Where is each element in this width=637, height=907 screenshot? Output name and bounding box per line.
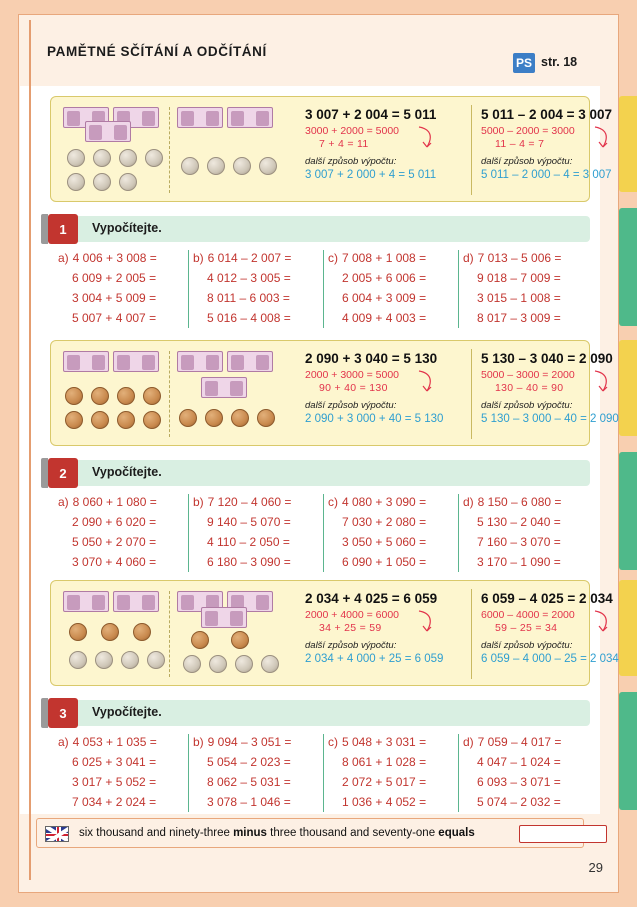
- column-divider: [458, 734, 459, 812]
- exercise-grid-3: [50, 732, 590, 816]
- english-answer-field[interactable]: [519, 825, 607, 843]
- exercise-2-column-c: [328, 492, 456, 576]
- item-tag: a): [58, 735, 69, 749]
- exercise-item[interactable]: [463, 248, 591, 268]
- item-expression: 4 012 – 3 005 =: [207, 271, 291, 285]
- exercise-item[interactable]: [328, 792, 456, 812]
- example-3-sub-alt: 6 059 – 4 000 – 25 = 2 034: [481, 653, 619, 665]
- example-1-sub-alt: 5 011 – 2 000 – 4 = 3 007: [481, 169, 612, 181]
- example-2-addition: [299, 347, 467, 441]
- brace-icon: [417, 125, 439, 151]
- money-divider: [169, 591, 170, 677]
- step-line-1: 6000 – 4000 = 2000: [481, 609, 575, 621]
- exercise-item[interactable]: [58, 792, 186, 812]
- money-divider: [169, 107, 170, 193]
- exercise-1-column-b: [193, 248, 321, 332]
- left-margin-rule: [29, 20, 31, 880]
- item-expression: 7 030 + 2 080 =: [342, 515, 427, 529]
- item-expression: 3 015 – 1 008 =: [477, 291, 561, 305]
- side-tab-green-2: [619, 452, 637, 570]
- exercise-item[interactable]: [463, 532, 591, 552]
- item-tag: b): [193, 495, 204, 509]
- exercise-item[interactable]: [58, 492, 186, 512]
- exercise-number-1: 1: [48, 214, 78, 244]
- brace-icon: [417, 609, 439, 635]
- exercise-item[interactable]: [328, 288, 456, 308]
- item-expression: 7 160 – 3 070 =: [477, 535, 561, 549]
- item-expression: 4 110 – 2 050 =: [207, 535, 290, 549]
- item-expression: 3 070 + 4 060 =: [72, 555, 157, 569]
- item-expression: 1 036 + 4 052 =: [342, 795, 427, 809]
- example-box-3: [50, 580, 619, 686]
- exercise-item[interactable]: [328, 492, 456, 512]
- exercise-item[interactable]: [328, 268, 456, 288]
- example-1-add-alt: 3 007 + 2 000 + 4 = 5 011: [305, 169, 437, 181]
- exercise-item[interactable]: [58, 268, 186, 288]
- exercise-label-1: Vypočítejte.: [92, 221, 162, 235]
- exercise-item[interactable]: [193, 248, 321, 268]
- exercise-3-column-b: [193, 732, 321, 816]
- item-expression: 7 059 – 4 017 =: [477, 735, 562, 749]
- column-divider: [458, 250, 459, 328]
- item-tag: c): [328, 251, 338, 265]
- exercise-item[interactable]: [58, 248, 186, 268]
- money-illustration-left-3: [59, 587, 167, 681]
- english-part-1: six thousand and ninety-three: [79, 827, 234, 839]
- exercise-item[interactable]: [463, 772, 591, 792]
- item-expression: 6 004 + 3 009 =: [342, 291, 427, 305]
- brace-icon: [593, 369, 615, 395]
- exercise-item[interactable]: [328, 772, 456, 792]
- item-expression: 5 054 – 2 023 =: [207, 755, 291, 769]
- example-2-sub-alt: 5 130 – 3 000 – 40 = 2 090: [481, 413, 619, 425]
- step-line-2: 130 – 40 = 90: [495, 382, 564, 394]
- exercise-item[interactable]: [193, 308, 321, 328]
- exercise-header-2: [50, 460, 590, 486]
- example-3-addition: [299, 587, 467, 681]
- money-illustration-right-2: [173, 347, 281, 441]
- example-2-sub-note: další způsob výpočtu:: [481, 400, 573, 411]
- money-illustration-right-3: [173, 587, 281, 681]
- example-1-addition: [299, 103, 467, 197]
- exercise-item[interactable]: [463, 268, 591, 288]
- column-divider: [188, 734, 189, 812]
- page-reference: str. 18: [541, 55, 578, 69]
- exercise-1-column-a: [58, 248, 186, 332]
- step-line-1: 5000 – 3000 = 2000: [481, 369, 575, 381]
- item-expression: 8 061 + 1 028 =: [342, 755, 427, 769]
- calc-divider-1: [471, 105, 472, 195]
- exercise-item[interactable]: [193, 532, 321, 552]
- english-bold-minus: minus: [233, 827, 267, 839]
- column-divider: [323, 734, 324, 812]
- exercise-item[interactable]: [463, 288, 591, 308]
- example-2-add-note: další způsob výpočtu:: [305, 400, 397, 411]
- step-line-2: 59 – 25 = 34: [495, 622, 558, 634]
- example-3-add-main: 2 034 + 4 025 = 6 059: [305, 591, 438, 606]
- example-3-sub-main: 6 059 – 4 025 = 2 034: [481, 591, 613, 606]
- item-expression: 8 011 – 6 003 =: [207, 291, 290, 305]
- exercise-item[interactable]: [463, 732, 591, 752]
- example-3-add-alt: 2 034 + 4 000 + 25 = 6 059: [305, 653, 444, 665]
- item-expression: 8 150 – 6 080 =: [477, 495, 562, 509]
- side-tab-green-3: [619, 692, 637, 810]
- example-2-subtraction: [475, 347, 637, 441]
- exercise-item[interactable]: [193, 288, 321, 308]
- item-tag: a): [58, 495, 69, 509]
- example-1-subtraction: [475, 103, 637, 197]
- exercise-item[interactable]: [58, 512, 186, 532]
- exercise-item[interactable]: [328, 552, 456, 572]
- calc-divider-3: [471, 589, 472, 679]
- item-expression: 6 025 + 3 041 =: [72, 755, 157, 769]
- item-tag: d): [463, 251, 474, 265]
- item-expression: 6 090 + 1 050 =: [342, 555, 427, 569]
- item-expression: 5 007 + 4 007 =: [72, 311, 157, 325]
- exercise-item[interactable]: [58, 532, 186, 552]
- step-line-1: 2000 + 3000 = 5000: [305, 369, 400, 381]
- exercise-item[interactable]: [193, 552, 321, 572]
- exercise-1-column-c: [328, 248, 456, 332]
- exercise-item[interactable]: [58, 288, 186, 308]
- item-expression: 9 094 – 3 051 =: [207, 735, 292, 749]
- item-expression: 7 013 – 5 006 =: [477, 251, 562, 265]
- example-2-add-steps: [305, 369, 467, 395]
- item-expression: 6 093 – 3 071 =: [477, 775, 561, 789]
- item-expression: 6 014 – 2 007 =: [207, 251, 292, 265]
- english-part-2: three thousand and seventy-one: [266, 827, 439, 839]
- item-expression: 7 120 – 4 060 =: [207, 495, 292, 509]
- brace-icon: [593, 609, 615, 635]
- exercise-item[interactable]: [193, 772, 321, 792]
- item-expression: 7 034 + 2 024 =: [72, 795, 157, 809]
- step-line-2: 7 + 4 = 11: [319, 138, 369, 150]
- exercise-item[interactable]: [463, 492, 591, 512]
- item-expression: 4 047 – 1 024 =: [477, 755, 561, 769]
- column-divider: [188, 250, 189, 328]
- example-2-add-main: 2 090 + 3 040 = 5 130: [305, 351, 438, 366]
- exercise-item[interactable]: [463, 512, 591, 532]
- step-line-1: 2000 + 4000 = 6000: [305, 609, 400, 621]
- exercise-3-column-d: [463, 732, 591, 816]
- example-3-add-note: další způsob výpočtu:: [305, 640, 397, 651]
- exercise-item[interactable]: [463, 308, 591, 328]
- exercise-item[interactable]: [463, 792, 591, 812]
- item-expression: 4 053 + 1 035 =: [72, 735, 157, 749]
- exercise-item[interactable]: [193, 268, 321, 288]
- item-expression: 3 050 + 5 060 =: [342, 535, 427, 549]
- item-expression: 9 140 – 5 070 =: [207, 515, 291, 529]
- english-bold-equals: equals: [438, 827, 475, 839]
- item-expression: 3 004 + 5 009 =: [72, 291, 157, 305]
- exercise-item[interactable]: [463, 752, 591, 772]
- money-illustration-left-1: [59, 103, 167, 197]
- brace-icon: [593, 125, 615, 151]
- uk-flag-icon: [45, 826, 69, 842]
- example-1-sub-steps: [481, 125, 637, 151]
- exercise-item[interactable]: [328, 512, 456, 532]
- item-expression: 4 009 + 4 003 =: [342, 311, 427, 325]
- item-tag: d): [463, 735, 474, 749]
- page-number: 29: [588, 860, 603, 875]
- exercise-grid-1: [50, 248, 590, 332]
- example-3-add-steps: [305, 609, 467, 635]
- exercise-item[interactable]: [463, 552, 591, 572]
- item-tag: b): [193, 251, 204, 265]
- example-box-2: [50, 340, 619, 446]
- item-tag: c): [328, 735, 338, 749]
- exercise-item[interactable]: [328, 732, 456, 752]
- money-divider: [169, 351, 170, 437]
- example-1-add-steps: [305, 125, 467, 151]
- example-1-add-note: další způsob výpočtu:: [305, 156, 397, 167]
- step-line-2: 11 – 4 = 7: [495, 138, 545, 150]
- example-3-subtraction: [475, 587, 637, 681]
- item-tag: c): [328, 495, 338, 509]
- exercise-1-column-d: [463, 248, 591, 332]
- english-task-strip: [36, 818, 584, 848]
- column-divider: [188, 494, 189, 572]
- exercise-item[interactable]: [193, 512, 321, 532]
- item-expression: 5 016 – 4 008 =: [207, 311, 291, 325]
- item-expression: 7 008 + 1 008 =: [342, 251, 427, 265]
- exercise-item[interactable]: [58, 732, 186, 752]
- example-3-sub-note: další způsob výpočtu:: [481, 640, 573, 651]
- exercise-item[interactable]: [58, 552, 186, 572]
- example-1-sub-main: 5 011 – 2 004 = 3 007: [481, 107, 612, 122]
- item-expression: 8 062 – 5 031 =: [207, 775, 291, 789]
- column-divider: [323, 250, 324, 328]
- exercise-item[interactable]: [58, 752, 186, 772]
- exercise-item[interactable]: [193, 732, 321, 752]
- page-title: PAMĚTNÉ SČÍTÁNÍ A ODČÍTÁNÍ: [47, 44, 267, 59]
- item-expression: 5 130 – 2 040 =: [477, 515, 561, 529]
- exercise-header-1: [50, 216, 590, 242]
- exercise-item[interactable]: [328, 248, 456, 268]
- item-tag: b): [193, 735, 204, 749]
- example-2-sub-steps: [481, 369, 637, 395]
- side-tab-green-1: [619, 208, 637, 326]
- exercise-number-2: 2: [48, 458, 78, 488]
- exercise-label-2: Vypočítejte.: [92, 465, 162, 479]
- example-3-sub-steps: [481, 609, 637, 635]
- exercise-2-column-d: [463, 492, 591, 576]
- item-expression: 4 080 + 3 090 =: [342, 495, 427, 509]
- ps-badge: PS: [513, 53, 535, 73]
- item-expression: 3 170 – 1 090 =: [477, 555, 561, 569]
- item-expression: 9 018 – 7 009 =: [477, 271, 561, 285]
- item-expression: 8 060 + 1 080 =: [72, 495, 157, 509]
- example-2-add-alt: 2 090 + 3 000 + 40 = 5 130: [305, 413, 444, 425]
- exercise-item[interactable]: [193, 752, 321, 772]
- step-line-1: 5000 – 2000 = 3000: [481, 125, 575, 137]
- example-1-sub-note: další způsob výpočtu:: [481, 156, 573, 167]
- item-tag: d): [463, 495, 474, 509]
- exercise-header-3: [50, 700, 590, 726]
- exercise-2-column-a: [58, 492, 186, 576]
- example-2-sub-main: 5 130 – 3 040 = 2 090: [481, 351, 613, 366]
- item-expression: 2 005 + 6 006 =: [342, 271, 427, 285]
- exercise-grid-2: [50, 492, 590, 576]
- exercise-number-3: 3: [48, 698, 78, 728]
- example-1-add-main: 3 007 + 2 004 = 5 011: [305, 107, 437, 122]
- english-sentence: [79, 827, 475, 839]
- exercise-item[interactable]: [58, 772, 186, 792]
- item-expression: 4 006 + 3 008 =: [72, 251, 157, 265]
- step-line-1: 3000 + 2000 = 5000: [305, 125, 400, 137]
- item-expression: 5 050 + 2 070 =: [72, 535, 157, 549]
- column-divider: [323, 494, 324, 572]
- item-expression: 6 009 + 2 005 =: [72, 271, 157, 285]
- item-expression: 5 074 – 2 032 =: [477, 795, 561, 809]
- item-expression: 2 090 + 6 020 =: [72, 515, 157, 529]
- exercise-3-column-c: [328, 732, 456, 816]
- money-illustration-left-2: [59, 347, 167, 441]
- exercise-label-3: Vypočítejte.: [92, 705, 162, 719]
- step-line-2: 34 + 25 = 59: [319, 622, 382, 634]
- item-expression: 8 017 – 3 009 =: [477, 311, 561, 325]
- exercise-item[interactable]: [328, 308, 456, 328]
- column-divider: [458, 494, 459, 572]
- money-illustration-right-1: [173, 103, 281, 197]
- item-tag: a): [58, 251, 69, 265]
- exercise-item[interactable]: [328, 752, 456, 772]
- item-expression: 5 048 + 3 031 =: [342, 735, 427, 749]
- step-line-2: 90 + 40 = 130: [319, 382, 388, 394]
- exercise-2-column-b: [193, 492, 321, 576]
- item-expression: 2 072 + 5 017 =: [342, 775, 427, 789]
- exercise-item[interactable]: [58, 308, 186, 328]
- item-expression: 3 017 + 5 052 =: [72, 775, 157, 789]
- item-expression: 6 180 – 3 090 =: [207, 555, 291, 569]
- exercise-item[interactable]: [193, 492, 321, 512]
- example-box-1: [50, 96, 612, 202]
- calc-divider-2: [471, 349, 472, 439]
- exercise-item[interactable]: [328, 532, 456, 552]
- exercise-3-column-a: [58, 732, 186, 816]
- item-expression: 3 078 – 1 046 =: [207, 795, 291, 809]
- exercise-item[interactable]: [193, 792, 321, 812]
- brace-icon: [417, 369, 439, 395]
